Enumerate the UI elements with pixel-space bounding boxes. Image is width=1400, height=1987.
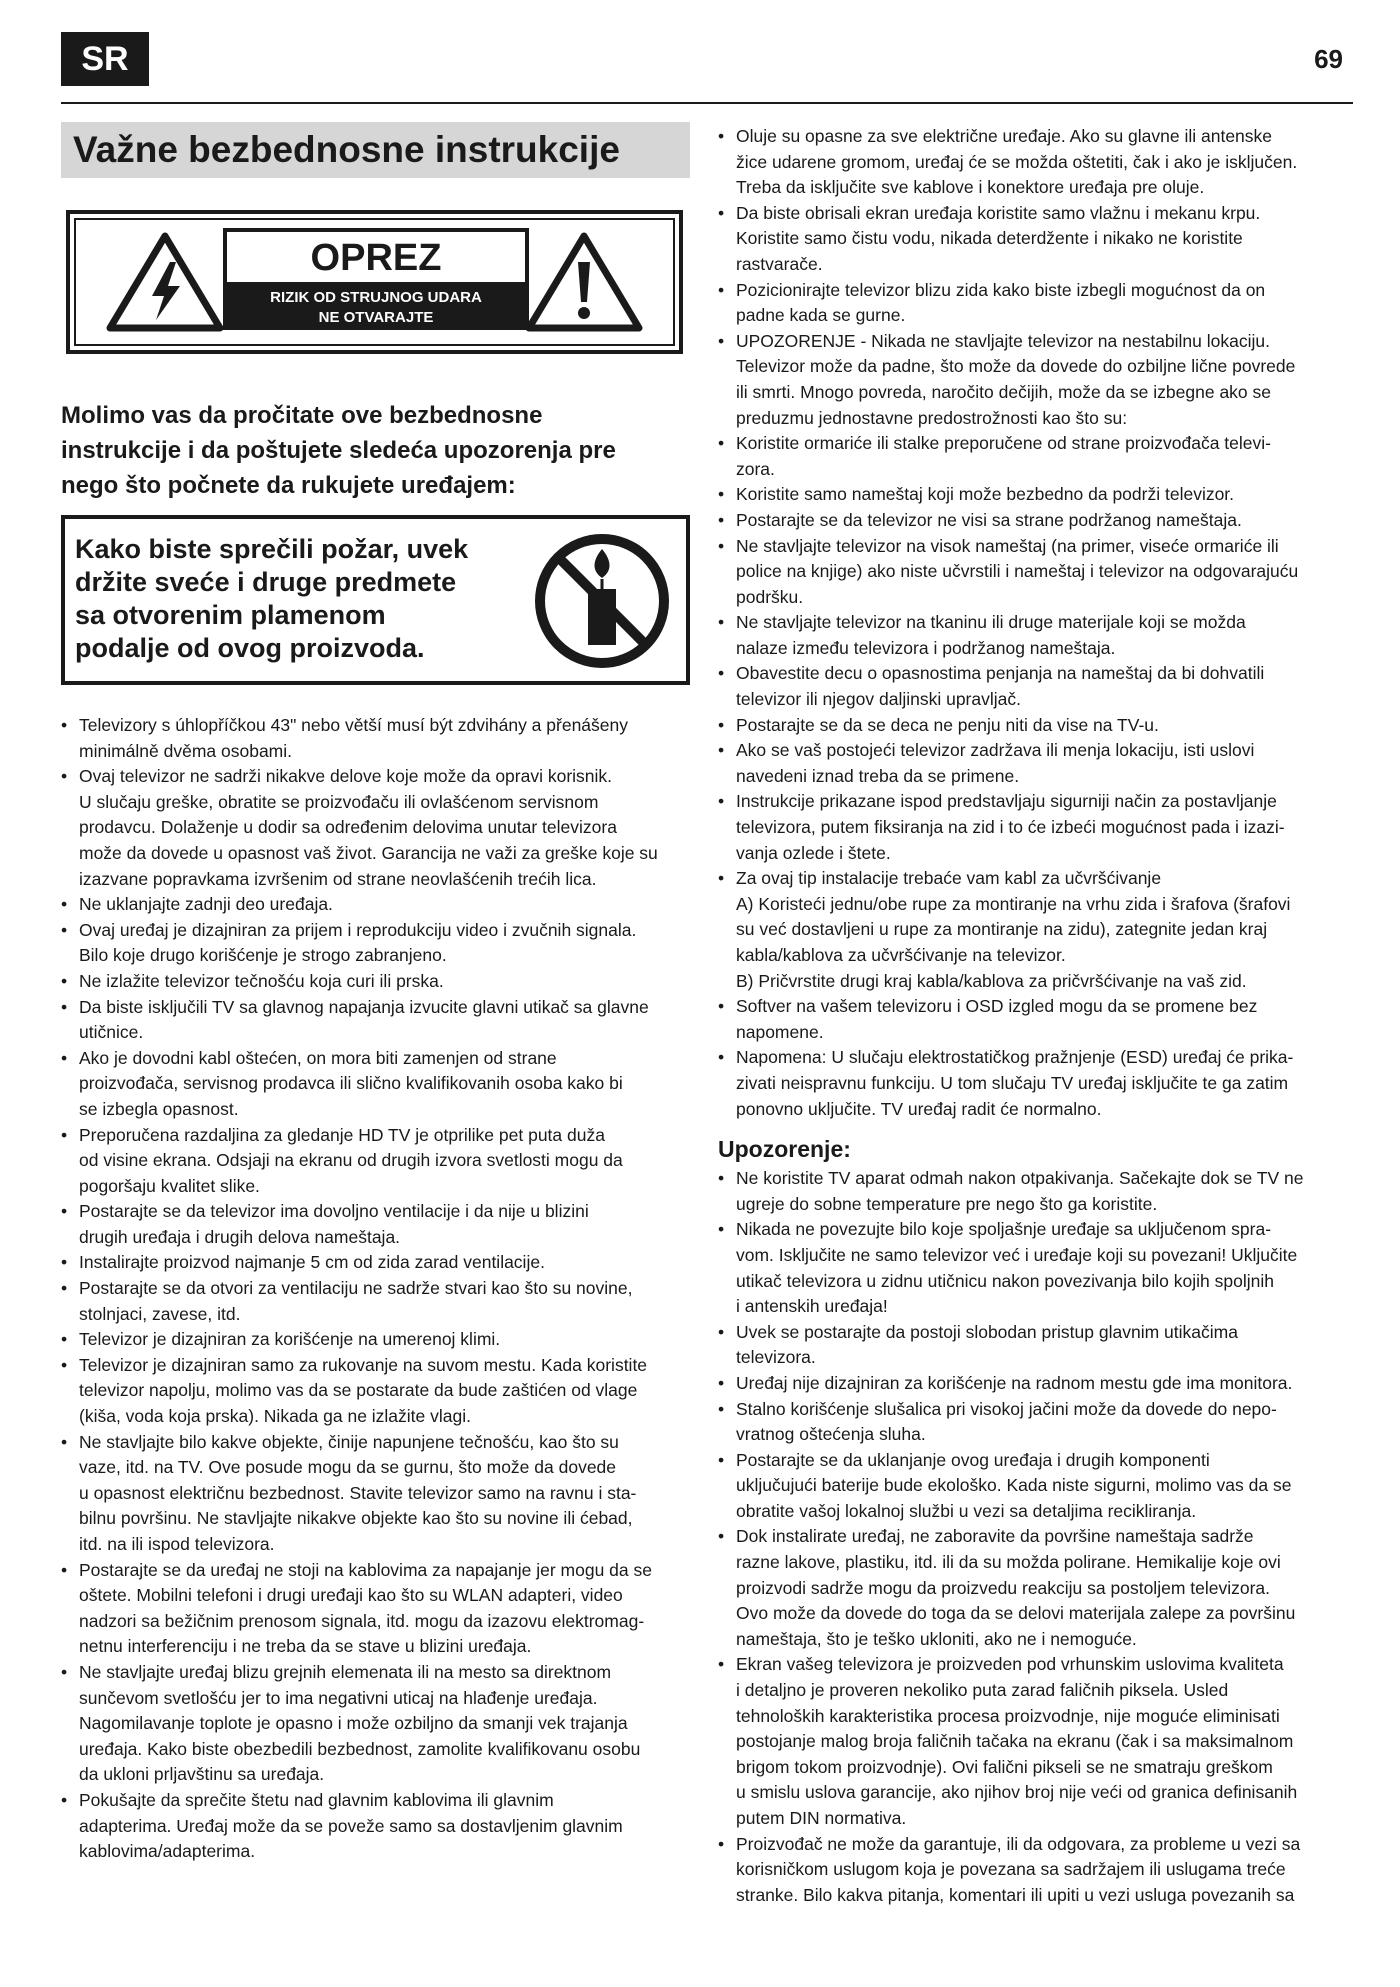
caution-subtext <box>223 288 529 328</box>
list-item-line: žice udarene gromom, uređaj će se možda oštetiti, čak i ako je isključen. <box>736 151 1298 172</box>
intro-text <box>61 398 690 503</box>
list-item-line: drugih uređaja i drugih delova nameštaja. <box>79 1226 401 1247</box>
list-item <box>718 1166 1348 1217</box>
list-item <box>718 1320 1348 1371</box>
list-item-line: stranke. Bilo kakva pitanja, komentari ili upiti u vezi usluga povezanih sa <box>736 1884 1295 1905</box>
no-candle-icon <box>532 531 672 671</box>
list-item-line: u opasnost električnu bezbednost. Stavite televizor samo na ravnu i sta- <box>79 1482 637 1503</box>
list-item <box>61 995 690 1046</box>
list-item <box>718 866 1348 994</box>
list-item-line: netnu interferenciju i ne treba da se stave u blizini uređaja. <box>79 1636 532 1657</box>
list-item-line: stolnjaci, zavese, itd. <box>79 1303 241 1324</box>
list-item-line: • Postarajte se da televizor ima dovoljno ventilacije i da nije u blizini <box>79 1201 589 1222</box>
list-item-line: televizor napolju, molimo vas da se postarate da bude zaštićen od vlage <box>79 1380 638 1401</box>
list-item-line: • Preporučena razdaljina za gledanje HD TV je otprilike pet puta duža <box>79 1124 605 1145</box>
list-item <box>718 1448 1348 1525</box>
list-item <box>61 764 690 892</box>
list-item-line: • Ne stavljajte televizor na visok nameštaj (na primer, viseće ormariće ili <box>736 535 1279 556</box>
list-item-line: adapterima. Uređaj može da se poveže samo sa dostavljenim glavnim <box>79 1815 623 1836</box>
list-item-line: televizora. <box>736 1347 816 1368</box>
list-item <box>61 1123 690 1200</box>
list-item-line: oštete. Mobilni telefoni i drugi uređaji kao što su WLAN adapteri, video <box>79 1585 623 1606</box>
list-item-line: ili smrti. Mnogo povreda, naročito dečijih, može da se izbegne ako se <box>736 381 1271 402</box>
list-item-line: vratnog oštećenja sluha. <box>736 1424 926 1445</box>
list-item-line: • Postarajte se da se deca ne penju niti da vise na TV-u. <box>736 714 1159 735</box>
list-item <box>718 508 1348 534</box>
list-item-line: U slučaju greške, obratite se proizvođaču ili ovlašćenom servisnom <box>79 791 599 812</box>
list-item <box>718 610 1348 661</box>
list-item <box>61 1558 690 1660</box>
list-item <box>61 1276 690 1327</box>
list-item-line: • Obavestite decu o opasnostima penjanja na nameštaj da bi dohvatili <box>736 663 1265 684</box>
list-item-line: se izbegla opasnost. <box>79 1098 239 1119</box>
list-item <box>61 1250 690 1276</box>
list-item <box>718 1217 1348 1319</box>
list-item-line: • Postarajte se da uklanjanje ovog uređaja i drugih komponenti <box>736 1449 1210 1470</box>
list-item <box>718 534 1348 611</box>
list-item-line: i antenskih uređaja! <box>736 1296 888 1317</box>
list-item-line: ponovno uključite. TV uređaj radit će normalno. <box>736 1098 1102 1119</box>
list-item <box>718 994 1348 1045</box>
list-item-line: Ovo može da dovede do toga da se delovi materijala zalepe za površinu <box>736 1603 1296 1624</box>
list-item <box>718 1397 1348 1448</box>
list-item-line: • Ne stavljajte televizor na tkaninu ili druge materijale koji se možda <box>736 612 1246 633</box>
list-item <box>718 201 1348 278</box>
list-item-line: • Postarajte se da uređaj ne stoji na kablovima za napajanje jer mogu da se <box>79 1559 652 1580</box>
list-item-line: police na knjige) ako niste učvrstili i nameštaj i televizor na odgovarajuću <box>736 561 1299 582</box>
list-item <box>61 713 690 764</box>
list-item-line: utičnice. <box>79 1022 144 1043</box>
list-item-line: • Pokušajte da sprečite štetu nad glavnim kablovima ili glavnim <box>79 1789 554 1810</box>
list-item-line: zivati neispravnu funkciju. U tom slučaju TV uređaj isključite te ga zatim <box>736 1072 1289 1093</box>
fire-warning-line: sa otvorenim plamenom <box>75 600 386 630</box>
list-item-line: • Ako je dovodni kabl oštećen, on mora biti zamenjen od strane <box>79 1047 557 1068</box>
language-badge: SR <box>61 32 149 86</box>
list-item-line: obratite vašoj lokalnoj službi u vezi sa detaljima recikliranja. <box>736 1500 1197 1521</box>
list-item-line: padne kada se gurne. <box>736 305 906 326</box>
list-item <box>718 1524 1348 1652</box>
list-item <box>718 1832 1348 1909</box>
list-item-line: • Koristite ormariće ili stalke preporučene od strane proizvođača televi- <box>736 433 1271 454</box>
list-item <box>718 482 1348 508</box>
list-item-line: A) Koristeći jednu/obe rupe za montiranje na vrhu zida i šrafova (šrafovi <box>736 893 1291 914</box>
warning-list <box>718 1166 1348 1908</box>
intro-line: Molimo vas da pročitate ove bezbednosne <box>61 402 543 429</box>
list-item-line: Treba da isključite sve kablove i konektore uređaja pre oluje. <box>736 177 1205 198</box>
list-item <box>718 124 1348 201</box>
left-column <box>61 122 690 1865</box>
page-number: 69 <box>1314 44 1343 74</box>
list-item <box>61 1430 690 1558</box>
list-item-line: • Instrukcije prikazane ispod predstavljaju sigurniji način za postavljanje <box>736 791 1277 812</box>
list-item-line: • Ne stavljajte bilo kakve objekte, činije napunjene tečnošću, kao što su <box>79 1431 619 1452</box>
list-item-line: • Ne izlažite televizor tečnošću koja curi ili prska. <box>79 970 444 991</box>
caution-sign <box>223 228 529 330</box>
list-item-line: vanja ozlede i štete. <box>736 842 891 863</box>
list-item-line: nalaze između televizora i podržanog nameštaja. <box>736 637 1116 658</box>
list-item-line: proizvođača, servisnog prodavca ili slično kvalifikovanih osoba kako bi <box>79 1073 623 1094</box>
list-item-line: kablovima/adapterima. <box>79 1841 256 1862</box>
list-item-line: • Dok instalirate uređaj, ne zaboravite da površine nameštaja sadrže <box>736 1526 1254 1547</box>
list-item-line: uređaja. Kako biste obezbedili bezbednost, zamolite kvalifikovanu osobu <box>79 1738 641 1759</box>
list-item <box>718 738 1348 789</box>
list-item-line: • Postarajte se da otvori za ventilaciju ne sadrže stvari kao što su novine, <box>79 1278 633 1299</box>
warning-heading: Upozorenje: <box>718 1136 851 1163</box>
list-item-line: • Ne uklanjajte zadnji deo uređaja. <box>79 894 333 915</box>
list-item-line: bilnu površinu. Ne stavljajte nikakve objekte kao što su novine ili ćebad, <box>79 1508 633 1529</box>
list-item <box>718 329 1348 431</box>
list-item-line: brigom tokom proizvodnje). Ovi falični pikseli se ne smatraju greškom <box>736 1756 1273 1777</box>
list-item <box>718 713 1348 739</box>
list-item-line: rastvarače. <box>736 253 823 274</box>
list-item-line: napomene. <box>736 1021 824 1042</box>
list-item-line: su već dostavljeni u rupe za montiranje na zidu), zategnite jedan kraj <box>736 919 1268 940</box>
list-item-line: • Za ovaj tip instalacije trebaće vam kabl za učvršćivanje <box>736 868 1162 889</box>
list-item-line: • Da biste isključili TV sa glavnog napajanja izvucite glavni utikač sa glavne <box>79 996 649 1017</box>
caution-word: OPREZ <box>227 232 525 282</box>
list-item-line: minimálně dvěma osobami. <box>79 740 293 761</box>
list-item <box>61 1046 690 1123</box>
fire-warning-line: držite sveće i druge predmete <box>75 567 457 597</box>
list-item-line: proizvodi sadrže mogu da proizvedu reakciju sa postoljem televizora. <box>736 1577 1271 1598</box>
fire-warning-box <box>61 515 690 685</box>
list-item-line: preduzmu jednostavne predostrožnosti kao što su: <box>736 407 1128 428</box>
list-item <box>61 1199 690 1250</box>
list-item <box>61 1327 690 1353</box>
list-item-line: • Napomena: U slučaju elektrostatičkog pražnjenje (ESD) uređaj će prika- <box>736 1047 1294 1068</box>
list-item-line: • Proizvođač ne može da garantuje, ili da odgovara, za probleme u vezi sa <box>736 1833 1301 1854</box>
list-item-line: korisničkom uslugom koja je povezana sa sadržajem ili uslugama treće <box>736 1859 1286 1880</box>
list-item <box>718 1045 1348 1122</box>
list-item-line: televizor ili njegov daljinski upravljač. <box>736 689 1021 710</box>
list-item-line: razne lakove, plastiku, itd. ili da su možda polirane. Hemikalije koje ovi <box>736 1552 1281 1573</box>
list-item-line: itd. na ili ispod televizora. <box>79 1534 275 1554</box>
list-item <box>718 431 1348 482</box>
list-item-line: • Televizor je dizajniran samo za rukovanje na suvom mestu. Kada koristite <box>79 1354 648 1375</box>
fire-warning-line: Kako biste sprečili požar, uvek <box>75 534 469 564</box>
right-column <box>718 124 1348 1908</box>
list-item-line: Bilo koje drugo korišćenje je strogo zabranjeno. <box>79 945 447 966</box>
list-item-line: • Televizory s úhlopříčkou 43" nebo větší musí být zdvihány a přenášeny <box>79 715 629 735</box>
page-title: Važne bezbednosne instrukcije <box>61 122 690 178</box>
list-item-line: • Instalirajte proizvod najmanje 5 cm od zida zarad ventilacije. <box>79 1252 545 1273</box>
list-item <box>718 1371 1348 1397</box>
list-item-line: • Oluje su opasne za sve električne uređaje. Ako su glavne ili antenske <box>736 126 1273 146</box>
electric-shock-warning-icon <box>106 232 224 332</box>
list-item-line: • Ne stavljajte uređaj blizu grejnih elemenata ili na mesto sa direktnom <box>79 1661 612 1682</box>
list-item-line: B) Pričvrstite drugi kraj kabla/kablova za pričvršćivanje na vaš zid. <box>736 970 1247 991</box>
list-item <box>61 892 690 918</box>
list-item-line: • Televizor je dizajniran za korišćenje na umerenoj klimi. <box>79 1329 501 1350</box>
header-divider <box>61 102 1353 104</box>
list-item-line: • Postarajte se da televizor ne visi sa strane podržanog nameštaja. <box>736 509 1242 530</box>
caution-line-1: RIZIK OD STRUJNOG UDARA <box>270 289 482 306</box>
list-item-line: • Ovaj televizor ne sadrži nikakve delove koje može da opravi korisnik. <box>79 766 613 787</box>
list-item-line: ugreje do sobne temperature pre nego što ga koristite. <box>736 1193 1158 1214</box>
exclamation-warning-icon <box>525 232 643 332</box>
list-item-line: • Uvek se postarajte da postoji slobodan pristup glavnim utikačima <box>736 1321 1238 1342</box>
intro-line: nego što počnete da rukujete uređajem: <box>61 472 516 499</box>
list-item-line: televizora, putem fiksiranja na zid i to će izbeći mogućnost pada i izazi- <box>736 817 1285 838</box>
list-item-line: postojanje malog broja faličnih tačaka na ekranu (čak i sa maksimalnom <box>736 1731 1294 1752</box>
intro-line: instrukcije i da poštujete sledeća upozorenja pre <box>61 437 616 464</box>
list-item-line: • Ekran vašeg televizora je proizveden pod vrhunskim uslovima kvaliteta <box>736 1654 1284 1675</box>
list-item <box>61 1353 690 1430</box>
list-item-line: kabla/kablova za učvršćivanje na televizor. <box>736 945 1066 965</box>
list-item-line: uključujući baterije bude ekološko. Kada niste sigurni, molimo vas da se <box>736 1475 1292 1496</box>
list-item-line: • Uređaj nije dizajniran za korišćenje na radnom mestu gde ima monitora. <box>736 1372 1293 1393</box>
list-item-line: nameštaja, što je teško ukloniti, ako ne i nemoguće. <box>736 1628 1137 1649</box>
list-item-line: tehnoloških karakteristika procesa proizvodnje, nije moguće eliminisati <box>736 1705 1280 1726</box>
list-item-line: u smislu uslova garancije, ako njihov broj nije veći od granica definisanih <box>736 1782 1298 1803</box>
list-item-line: može da dovede u opasnost vaš život. Garancija ne važi za greške koje su <box>79 842 658 863</box>
safety-instructions-list-continued <box>718 124 1348 1122</box>
list-item <box>718 1652 1348 1831</box>
list-item-line: • Koristite samo nameštaj koji može bezbedno da podrži televizor. <box>736 484 1235 505</box>
list-item-line: • Nikada ne povezujte bilo koje spoljašnje uređaje sa uključenom spra- <box>736 1219 1272 1240</box>
list-item <box>718 661 1348 712</box>
list-item <box>61 918 690 969</box>
list-item-line: izazvane popravkama izvršenim od strane neovlašćenih trećih lica. <box>79 868 597 889</box>
list-item-line: od visine ekrana. Odsjaji na ekranu od drugih izvora svetlosti mogu da <box>79 1150 623 1171</box>
list-item-line: da ukloni prljavštinu sa uređaja. <box>79 1764 325 1785</box>
list-item-line: prodavcu. Dolaženje u dodir sa određenim delovima unutar televizora <box>79 817 617 838</box>
safety-instructions-list <box>61 713 690 1865</box>
list-item-line: putem DIN normativa. <box>736 1808 907 1828</box>
list-item-line: • Ako se vaš postojeći televizor zadržava ili menja lokaciju, isti uslovi <box>736 740 1255 761</box>
list-item-line: vaze, itd. na TV. Ove posude mogu da se gurnu, što može da dovede <box>79 1457 617 1478</box>
list-item <box>718 278 1348 329</box>
list-item-line: • UPOZORENJE - Nikada ne stavljajte televizor na nestabilnu lokaciju. <box>736 330 1270 351</box>
list-item <box>61 1788 690 1865</box>
list-item-line: • Ne koristite TV aparat odmah nakon otpakivanja. Sačekajte dok se TV ne <box>736 1168 1304 1189</box>
list-item <box>61 969 690 995</box>
list-item-line: • Pozicionirajte televizor blizu zida kako biste izbegli mogućnost da on <box>736 279 1266 300</box>
list-item <box>61 1660 690 1788</box>
list-item-line: • Ovaj uređaj je dizajniran za prijem i reprodukciju video i zvučnih signala. <box>79 919 637 940</box>
list-item-line: pogoršaju kvalitet slike. <box>79 1175 260 1196</box>
list-item-line: • Da biste obrisali ekran uređaja koristite samo vlažnu i mekanu krpu. <box>736 202 1261 223</box>
list-item <box>718 789 1348 866</box>
list-item-line: Koristite samo čistu vodu, nikada deterdžente i nikako ne koristite <box>736 228 1243 249</box>
list-item-line: sunčevom svetlošću jer to ima negativni uticaj na hlađenje uređaja. <box>79 1687 598 1708</box>
list-item-line: (kiša, voda koja prska). Nikada ga ne izlažite vlagi. <box>79 1406 471 1427</box>
caution-line-2: NE OTVARAJTE <box>318 309 434 326</box>
caution-label <box>66 210 683 354</box>
list-item-line: navedeni iznad treba da se primene. <box>736 765 1020 786</box>
list-item-line: • Softver na vašem televizoru i OSD izgled mogu da se promene bez <box>736 996 1258 1017</box>
fire-warning-line: podalje od ovog proizvoda. <box>75 633 425 663</box>
list-item-line: i detaljno je proveren nekoliko puta zarad faličnih piksela. Usled <box>736 1680 1229 1701</box>
list-item-line: Televizor može da padne, što može da dovede do ozbiljne lične povrede <box>736 356 1296 377</box>
list-item-line: Nagomilavanje toplote je opasno i može ozbiljno da smanji vek trajanja <box>79 1713 628 1734</box>
list-item-line: vom. Isključite ne samo televizor već i uređaje koji su povezani! Uključite <box>736 1244 1298 1265</box>
fire-warning-text <box>75 533 515 665</box>
list-item-line: podršku. <box>736 586 804 607</box>
list-item-line: nadzori sa bežičnim prenosom signala, itd. mogu da izazovu elektromag- <box>79 1610 645 1631</box>
list-item-line: • Stalno korišćenje slušalica pri visokoj jačini može da dovede do nepo- <box>736 1398 1277 1419</box>
list-item-line: utikač televizora u zidnu utičnicu nakon povezivanja bilo kojih spoljnih <box>736 1270 1274 1291</box>
list-item-line: zora. <box>736 458 775 479</box>
